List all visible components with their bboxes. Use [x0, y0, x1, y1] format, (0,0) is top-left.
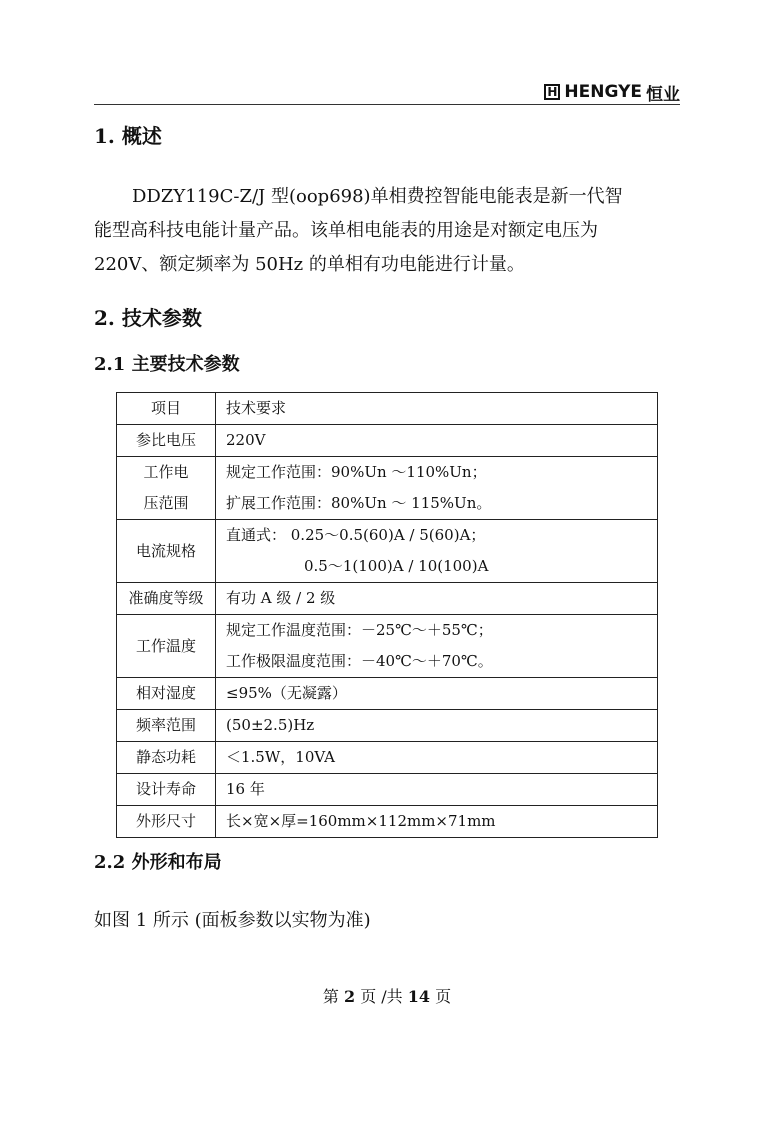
- table-row: [117, 520, 658, 583]
- requirement-text: 16 年: [226, 780, 265, 798]
- row-item-cell: [117, 520, 216, 583]
- table-header-requirement: 技术要求: [216, 393, 658, 425]
- table-row: [117, 615, 658, 678]
- logo-mark-icon: H: [544, 84, 560, 100]
- row-item-cell: [117, 425, 216, 457]
- row-item-cell: [117, 615, 216, 678]
- row-item-cell: [117, 742, 216, 774]
- section-2-2-heading: 2.2 外形和布局: [94, 852, 222, 873]
- table-row: [117, 678, 658, 710]
- page-footer: 第 2 页 /共 14 页: [322, 987, 452, 1006]
- row-requirement-cell: [216, 742, 658, 774]
- header-divider: [94, 104, 680, 105]
- row-requirement-cell: [216, 678, 658, 710]
- paragraph-line-1: DDZY119C-Z/J 型(oop698)单相费控智能电能表是新一代智: [132, 186, 623, 207]
- requirement-text: ＜1.5W，10VA: [226, 748, 336, 766]
- requirement-text: 长×宽×厚=160mm×112mm×71mm: [226, 812, 496, 830]
- paragraph-line-2: 能型高科技电能计量产品。该单相电能表的用途是对额定电压为: [94, 220, 598, 241]
- row-item-cell: [117, 806, 216, 838]
- row-requirement-cell: [216, 806, 658, 838]
- row-item-cell: [117, 774, 216, 806]
- parameter-table: [116, 392, 658, 838]
- row-requirement-cell: [216, 774, 658, 806]
- requirement-text: ≤95%（无凝露）: [226, 684, 347, 702]
- table-header-item: 项目: [117, 393, 216, 425]
- item-label: 工作温度: [135, 636, 196, 655]
- section-2-2-text: 如图 1 所示 (面板参数以实物为准): [94, 910, 371, 931]
- requirement-text: 工作极限温度范围：－40℃～＋70℃。: [226, 652, 493, 670]
- row-requirement-cell: [216, 425, 658, 457]
- item-label: 压范围: [143, 494, 189, 512]
- company-logo: [544, 80, 680, 104]
- section-2-1-heading: 2.1 主要技术参数: [94, 354, 240, 375]
- item-label: 设计寿命: [135, 780, 196, 798]
- current-page: 2: [343, 987, 356, 1006]
- row-requirement-cell: [216, 520, 658, 583]
- row-requirement-cell: [216, 583, 658, 615]
- table-header-row: [117, 393, 658, 425]
- requirement-text: (50±2.5)Hz: [226, 716, 315, 734]
- table-row: [117, 742, 658, 774]
- row-item-cell: [117, 457, 216, 520]
- requirement-text: 规定工作范围：90%Un ～110%Un；: [226, 463, 487, 481]
- row-requirement-cell: [216, 457, 658, 520]
- row-requirement-cell: [216, 615, 658, 678]
- item-label: 相对湿度: [135, 684, 196, 702]
- table-row: [117, 710, 658, 742]
- item-label: 工作电: [143, 463, 189, 481]
- brand-latin: HENGYE: [564, 82, 642, 102]
- item-label: 电流规格: [135, 541, 196, 560]
- row-item-cell: [117, 678, 216, 710]
- requirement-text: 规定工作温度范围：－25℃～＋55℃；: [226, 621, 493, 639]
- requirement-text: 有功 A 级 / 2 级: [226, 589, 336, 607]
- section-1-heading: 1. 概述: [94, 124, 162, 148]
- total-pages: 14: [407, 987, 431, 1006]
- section-1-paragraph: [94, 180, 674, 282]
- row-item-cell: [117, 710, 216, 742]
- table-row: [117, 457, 658, 520]
- row-item-cell: [117, 583, 216, 615]
- requirement-text: 0.5～1(100)A / 10(100)A: [304, 557, 489, 575]
- section-2-heading: 2. 技术参数: [94, 306, 202, 330]
- item-label: 参比电压: [135, 431, 196, 449]
- item-label: 静态功耗: [135, 748, 196, 766]
- table-row: [117, 806, 658, 838]
- requirement-text: 220V: [226, 431, 266, 449]
- item-label: 频率范围: [135, 716, 196, 734]
- item-label: 外形尺寸: [135, 812, 196, 830]
- brand-chinese: 恒业: [646, 84, 680, 105]
- requirement-text: 直通式： 0.25～0.5(60)A / 5(60)A；: [226, 526, 486, 544]
- table-row: [117, 583, 658, 615]
- table-row: [117, 774, 658, 806]
- table-row: [117, 425, 658, 457]
- requirement-text: 扩展工作范围：80%Un ～ 115%Un。: [226, 494, 492, 512]
- row-requirement-cell: [216, 710, 658, 742]
- paragraph-line-3: 220V、额定频率为 50Hz 的单相有功电能进行计量。: [94, 254, 525, 275]
- item-label: 准确度等级: [128, 589, 204, 607]
